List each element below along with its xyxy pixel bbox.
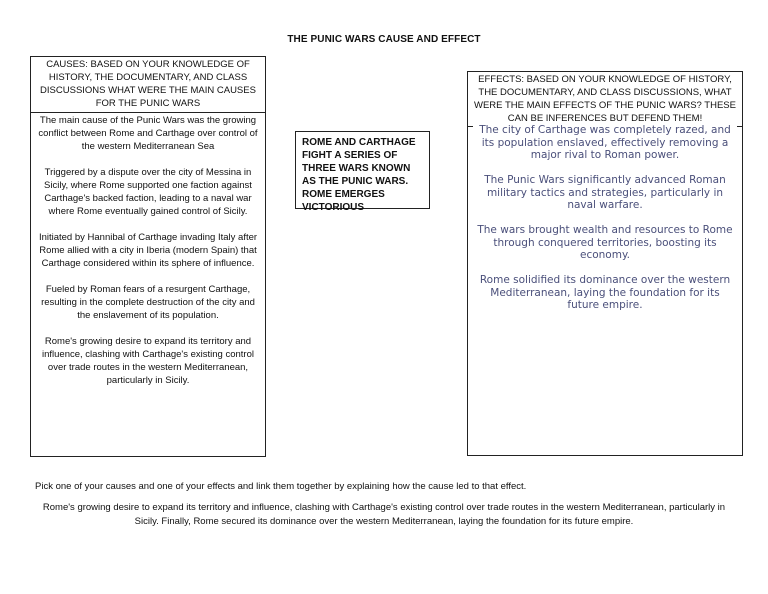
cause-item: Triggered by a dispute over the city of Messina in Sicily, where Rome supported one faction against Carthage's backed faction, leading to a naval war where Rome eventually gained control of Sicily. [44, 167, 252, 217]
box-divider-tick-right [737, 126, 743, 127]
instruction-prompt: Pick one of your causes and one of your effects and link them together by explaining how the cause led to that effect. [35, 481, 527, 492]
causes-header: CAUSES: BASED ON YOUR KNOWLEDGE OF HISTORY, THE DOCUMENTARY, AND CLASS DISCUSSIONS WHAT WERE THE MAIN CAUSES FOR THE PUNIC WARS [30, 56, 266, 113]
effect-item: Rome solidified its dominance over the western Mediterranean, laying the foundation for its future empire. [479, 274, 731, 311]
cause-item: Rome's growing desire to expand its territory and influence, clashing with Carthage's existing control over trade routes in the western Mediterranean, particularly in Sicily. [42, 336, 254, 386]
box-divider-tick-left [467, 126, 473, 127]
effect-item: The city of Carthage was completely razed, and its population enslaved, effectively removing a major rival to Roman power. [479, 124, 731, 161]
student-answer[interactable]: Rome's growing desire to expand its territory and influence, clashing with Carthage's existing control over trade routes in the western Mediterranean, particularly in Sicily. Finally, Rome secured its dominance over the western Mediterranean, laying the foundation for its future empire. [42, 502, 726, 527]
effect-item: The Punic Wars significantly advanced Roman military tactics and strategies, particularly in naval warfare. [484, 174, 726, 211]
effects-header: EFFECTS: BASED ON YOUR KNOWLEDGE OF HISTORY, THE DOCUMENTARY, AND CLASS DISCUSSIONS, WHAT WERE THE MAIN EFFECTS OF THE PUNIC WARS? THESE CAN BE INFERENCES BUT DEFEND THEM! [467, 71, 743, 128]
causes-text-box[interactable] [30, 112, 266, 457]
cause-item: Fueled by Roman fears of a resurgent Carthage, resulting in the complete destruction of the city and the enslavement of its population. [41, 284, 255, 321]
central-event-box[interactable]: ROME AND CARTHAGE FIGHT A SERIES OF THREE WARS KNOWN AS THE PUNIC WARS. ROME EMERGES VICTORIOUS [295, 131, 430, 209]
cause-item: The main cause of the Punic Wars was the growing conflict between Rome and Carthage over control of the western Mediterranean Sea [38, 115, 258, 152]
effects-text-box[interactable] [467, 124, 743, 456]
cause-item: Initiated by Hannibal of Carthage invading Italy after Rome allied with a city in Iberia (modern Spain) that Carthage considered within its sphere of influence. [38, 232, 258, 269]
effect-item: The wars brought wealth and resources to Rome through conquered territories, boosting its economy. [477, 224, 733, 261]
page-title: THE PUNIC WARS CAUSE AND EFFECT [287, 34, 481, 45]
